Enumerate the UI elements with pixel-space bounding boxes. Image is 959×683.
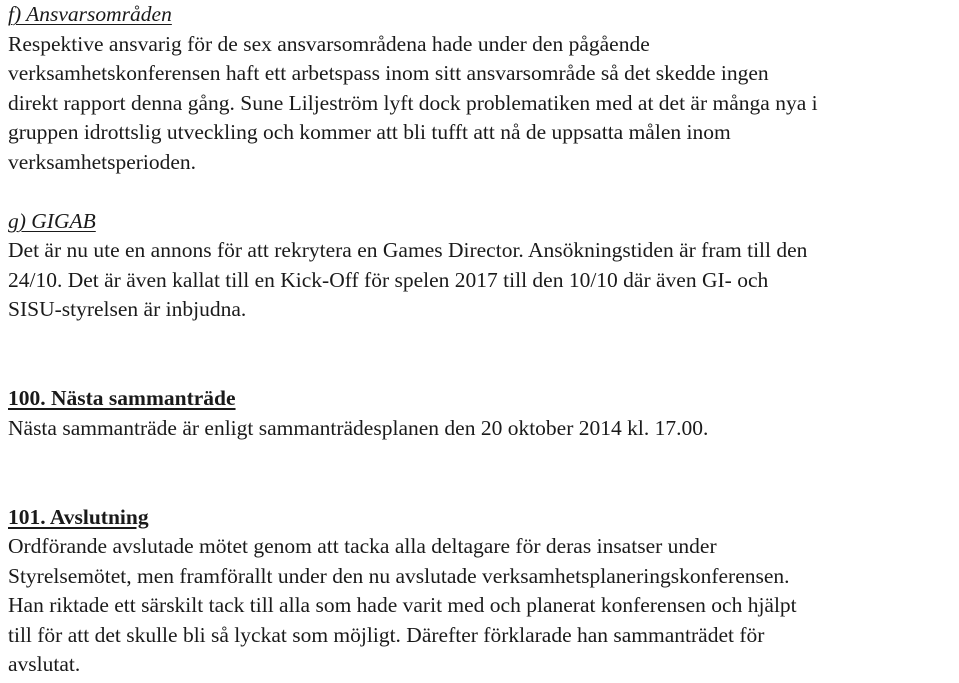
section-101-line-3: Han riktade ett särskilt tack till alla som hade varit med och planerat konferensen och hjälpt — [8, 593, 797, 617]
section-100-heading-row — [8, 384, 953, 414]
section-101-line-2: Styrelsemötet, men framförallt under den nu avslutade verksamhetsplaneringskonferensen. — [8, 563, 790, 588]
section-g-heading: g) GIGAB — [8, 208, 96, 233]
paragraph-spacer — [8, 443, 953, 503]
paragraph-spacer — [8, 177, 953, 207]
section-101-line-5: avslutat. — [8, 652, 81, 676]
section-g-line-2: 24/10. Det är även kallat till en Kick-Off för spelen 2017 till den 10/10 där även GI- och — [8, 267, 769, 292]
section-f-heading: f) Ansvarsområden — [8, 2, 172, 26]
section-101-line-1: Ordförande avslutade mötet genom att tacka alla deltagare för deras insatser under — [8, 534, 717, 558]
section-100-heading: 100. Nästa sammanträde — [8, 386, 236, 410]
section-100-line-1: Nästa sammanträde är enligt sammanträdesplanen den 20 oktober 2014 kl. 17.00. — [8, 415, 709, 440]
section-101-heading: 101. Avslutning — [8, 504, 149, 529]
section-f-line-5: verksamhetsperioden. — [8, 149, 197, 174]
section-g-line-3: SISU-styrelsen är inbjudna. — [8, 297, 247, 321]
document-page — [8, 0, 953, 680]
paragraph-spacer — [8, 325, 953, 385]
section-101-line-4: till för att det skulle bli så lyckat som möjligt. Därefter förklarade han sammanträdet för — [8, 622, 765, 647]
section-f-line-4: gruppen idrottslig utveckling och kommer att bli tufft att nå de uppsatta målen inom — [8, 120, 731, 144]
section-101-heading-row — [8, 503, 953, 533]
section-f-line-2: verksamhetskonferensen haft ett arbetspass inom sitt ansvarsområde så det skedde ingen — [8, 61, 769, 85]
section-g-line-1: Det är nu ute en annons för att rekrytera en Games Director. Ansökningstiden är fram till den — [8, 238, 808, 262]
section-f-line-1: Respektive ansvarig för de sex ansvarsområdena hade under den pågående — [8, 31, 650, 56]
section-f-line-3: direkt rapport denna gång. Sune Liljeström lyft dock problematiken med at det är många nya i — [8, 90, 818, 115]
